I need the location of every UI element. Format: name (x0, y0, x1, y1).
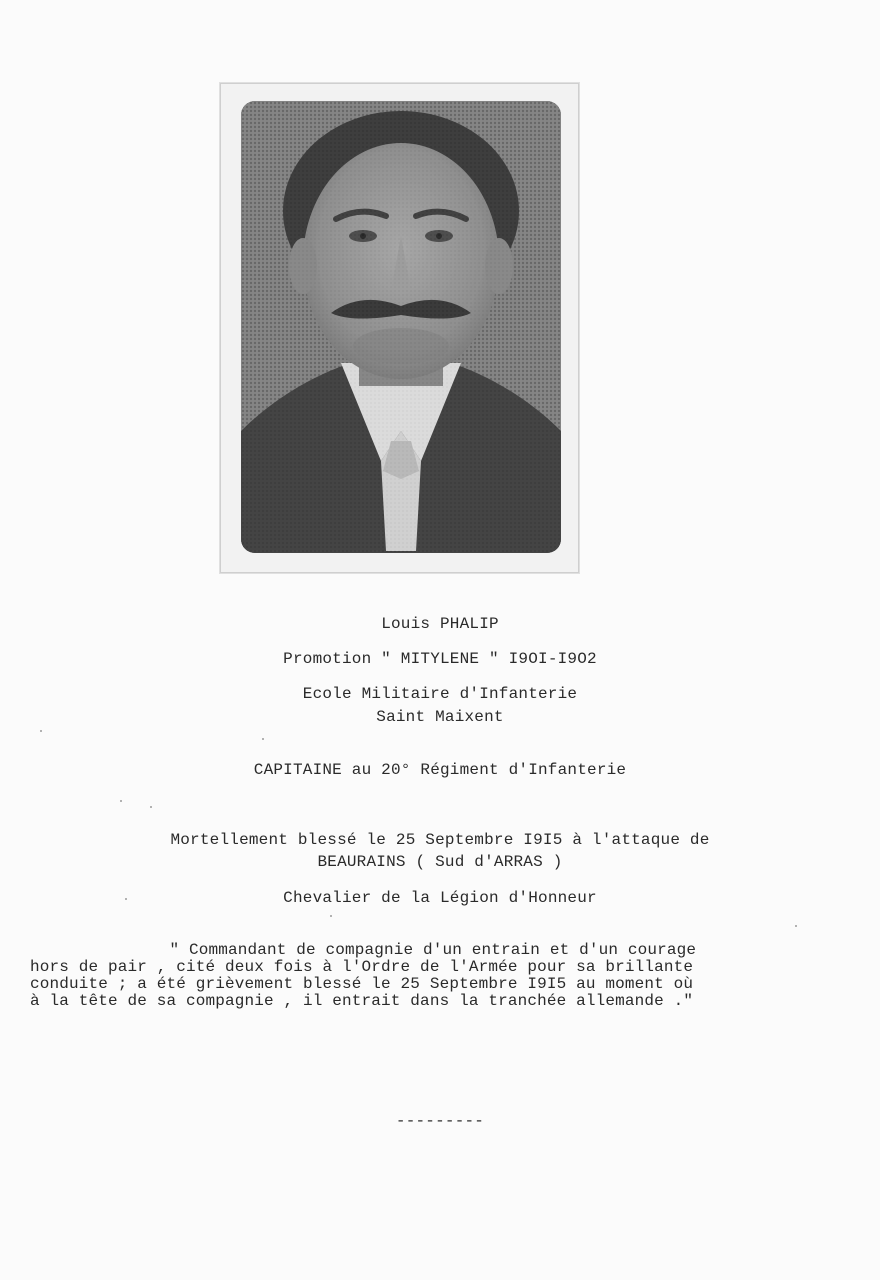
scan-speck (40, 730, 42, 732)
scan-speck (120, 800, 122, 802)
citation-line-1: " Commandant de compagnie d'un entrain et d'un courage (150, 941, 697, 959)
promotion-line: Promotion " MITYLENE " I9OI-I9O2 (283, 650, 597, 668)
scan-speck (795, 925, 797, 927)
scan-speck (262, 738, 264, 740)
honour-line: Chevalier de la Légion d'Honneur (283, 889, 597, 907)
rank-line: CAPITAINE au 20° Régiment d'Infanterie (253, 761, 627, 779)
scan-speck (330, 915, 332, 917)
scan-speck (125, 898, 127, 900)
school-line-1: Ecole Militaire d'Infanterie (302, 685, 578, 703)
wounded-line-1: Mortellement blessé le 25 Septembre I9I5 à l'attaque de (170, 831, 710, 849)
wounded-line-2: BEAURAINS ( Sud d'ARRAS ) (317, 853, 563, 871)
scan-speck (150, 806, 152, 808)
citation-line-4: à la tête de sa compagnie , il entrait dans la tranchée allemande ." (30, 992, 694, 1010)
portrait-photo-icon (241, 101, 561, 553)
portrait-photo (241, 101, 561, 553)
photo-mount (220, 83, 579, 573)
separator-line: --------- (395, 1112, 485, 1130)
person-name: Louis PHALIP (381, 615, 499, 633)
citation-line-3: conduite ; a été grièvement blessé le 25 Septembre I9I5 au moment où (30, 975, 694, 993)
citation-line-2: hors de pair , cité deux fois à l'Ordre de l'Armée pour sa brillante (30, 958, 694, 976)
school-line-2: Saint Maixent (376, 708, 504, 726)
